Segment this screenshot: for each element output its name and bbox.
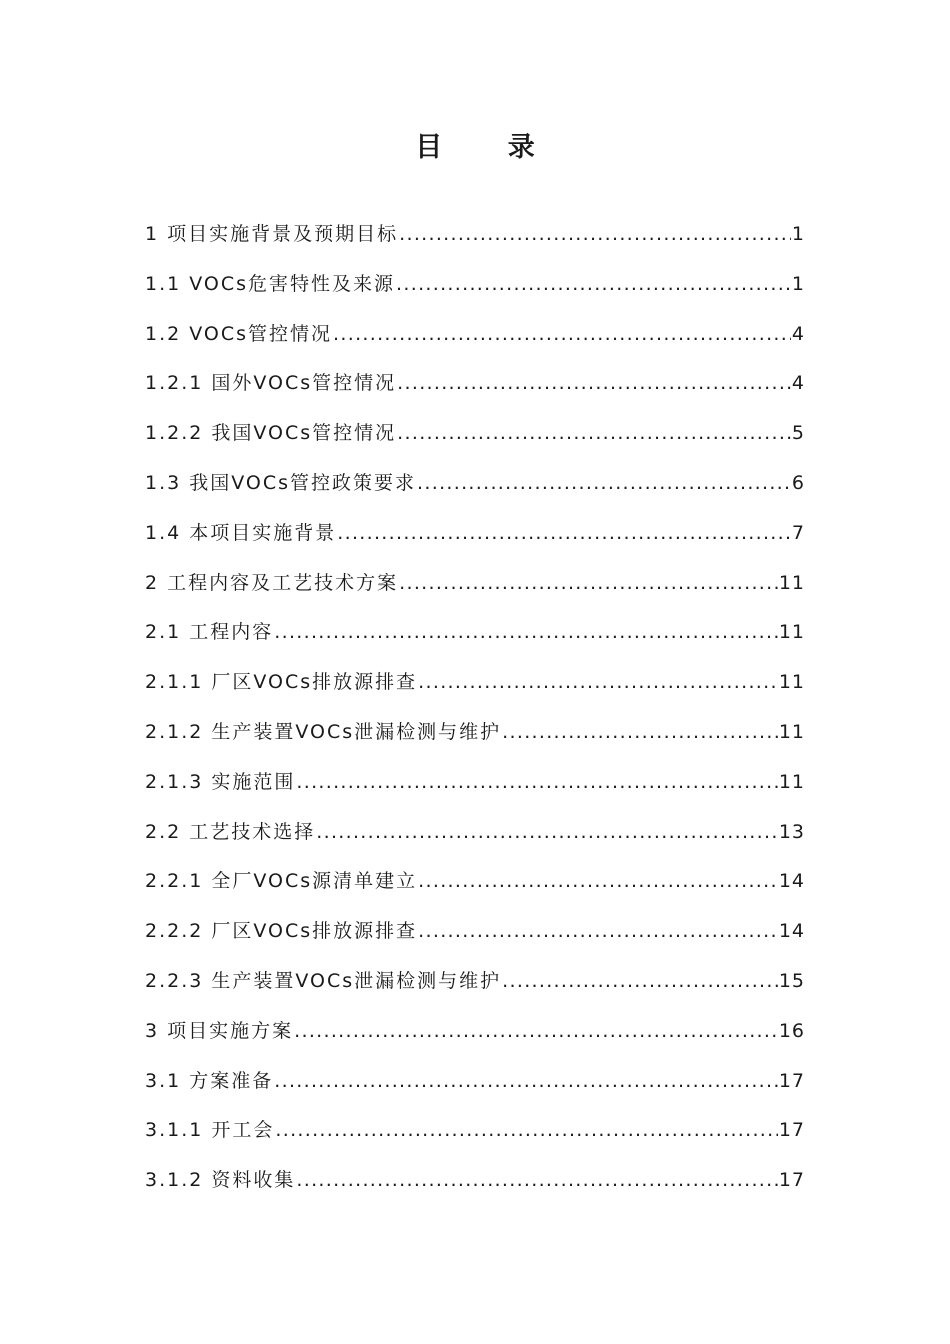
toc-page-number: 11	[778, 770, 805, 793]
toc-page-number: 13	[778, 820, 805, 843]
toc-page-number: 5	[791, 422, 805, 445]
toc-page-number: 16	[778, 1019, 805, 1042]
toc-page-number: 1	[791, 223, 805, 245]
toc-entry[interactable]	[145, 513, 805, 563]
toc-page-number: 4	[791, 322, 805, 345]
toc-leader-dots	[502, 712, 778, 752]
toc-leader-dots	[502, 961, 778, 1001]
toc-entry-text: 3 项目实施方案	[145, 1019, 294, 1042]
toc-leader-dots	[396, 264, 791, 304]
toc-entry-text: 2.2.3 生产装置VOCs泄漏检测与维护	[145, 969, 502, 992]
toc-entry[interactable]	[145, 1110, 805, 1160]
toc-leader-dots	[417, 463, 791, 503]
toc-page-number: 14	[778, 870, 805, 893]
toc-entry-text: 2 工程内容及工艺技术方案	[145, 571, 399, 594]
toc-leader-dots	[397, 363, 791, 403]
toc-entry[interactable]	[145, 812, 805, 862]
toc-entry-text: 3.1.1 开工会	[145, 1119, 275, 1142]
toc-page-number: 15	[778, 969, 805, 992]
toc-leader-dots	[337, 513, 791, 553]
toc-entry[interactable]	[145, 662, 805, 712]
toc-leader-dots	[418, 911, 778, 951]
toc-entry[interactable]	[145, 861, 805, 911]
toc-entry[interactable]	[145, 612, 805, 662]
toc-entry-text: 3.1 方案准备	[145, 1069, 274, 1092]
toc-entry-text: 1.2.2 我国VOCs管控情况	[145, 422, 397, 445]
toc-leader-dots	[294, 1011, 778, 1051]
toc-entry[interactable]	[145, 214, 805, 264]
toc-page-number: 6	[791, 471, 805, 494]
toc-leader-dots	[418, 662, 778, 702]
toc-entry-text: 2.1.3 实施范围	[145, 770, 296, 793]
toc-leader-dots	[397, 413, 791, 453]
toc-leader-dots	[296, 1160, 777, 1200]
toc-page-number: 1	[791, 272, 805, 295]
toc-title: 目 录	[415, 132, 563, 163]
toc-page-number: 14	[778, 920, 805, 943]
toc-entry[interactable]	[145, 712, 805, 762]
toc-entry-text: 1.4 本项目实施背景	[145, 521, 337, 544]
toc-page-number: 7	[791, 521, 805, 544]
toc-entry[interactable]	[145, 314, 805, 364]
toc-entry[interactable]	[145, 1061, 805, 1111]
toc-entry-text: 2.2.2 厂区VOCs排放源排查	[145, 920, 418, 943]
toc-leader-dots	[275, 1110, 777, 1150]
toc-page-number: 11	[778, 621, 805, 644]
toc-entry[interactable]	[145, 961, 805, 1011]
toc-entry-text: 2.1.2 生产装置VOCs泄漏检测与维护	[145, 720, 502, 743]
toc-leader-dots	[418, 861, 778, 901]
toc-entry-text: 1.2.1 国外VOCs管控情况	[145, 372, 397, 395]
toc-leader-dots	[333, 314, 791, 354]
toc-entry-text: 2.2.1 全厂VOCs源清单建立	[145, 870, 418, 893]
toc-entry[interactable]	[145, 363, 805, 413]
toc-entry-text: 1.3 我国VOCs管控政策要求	[145, 471, 417, 494]
toc-page-number: 11	[778, 671, 805, 694]
toc-entry[interactable]	[145, 264, 805, 314]
toc-page-number: 11	[778, 571, 805, 594]
toc-entry[interactable]	[145, 463, 805, 513]
toc-entry[interactable]	[145, 911, 805, 961]
toc-entry-text: 2.1.1 厂区VOCs排放源排查	[145, 671, 418, 694]
toc-leader-dots	[274, 612, 778, 652]
toc-page-number: 17	[778, 1119, 805, 1142]
toc-entry-text: 1 项目实施背景及预期目标	[145, 223, 399, 245]
toc-leader-dots	[316, 812, 778, 852]
toc-entry-text: 1.1 VOCs危害特性及来源	[145, 272, 396, 295]
toc-entry[interactable]	[145, 413, 805, 463]
toc-page-number: 17	[778, 1169, 805, 1192]
toc-entry-text: 2.1 工程内容	[145, 621, 274, 644]
toc-entry-text: 3.1.2 资料收集	[145, 1169, 296, 1192]
toc-leader-dots	[399, 563, 778, 603]
toc-leader-dots	[399, 214, 791, 254]
toc-page-number: 17	[778, 1069, 805, 1092]
toc-entry-text: 2.2 工艺技术选择	[145, 820, 316, 843]
toc-page-number: 4	[791, 372, 805, 395]
toc-entry[interactable]	[145, 1160, 805, 1210]
toc-entry[interactable]	[145, 762, 805, 812]
toc-entry-text: 1.2 VOCs管控情况	[145, 322, 333, 345]
toc-leader-dots	[274, 1061, 778, 1101]
toc-entry[interactable]	[145, 563, 805, 613]
toc-list	[145, 214, 805, 1210]
toc-entry[interactable]	[145, 1011, 805, 1061]
toc-leader-dots	[296, 762, 777, 802]
toc-page-number: 11	[778, 720, 805, 743]
